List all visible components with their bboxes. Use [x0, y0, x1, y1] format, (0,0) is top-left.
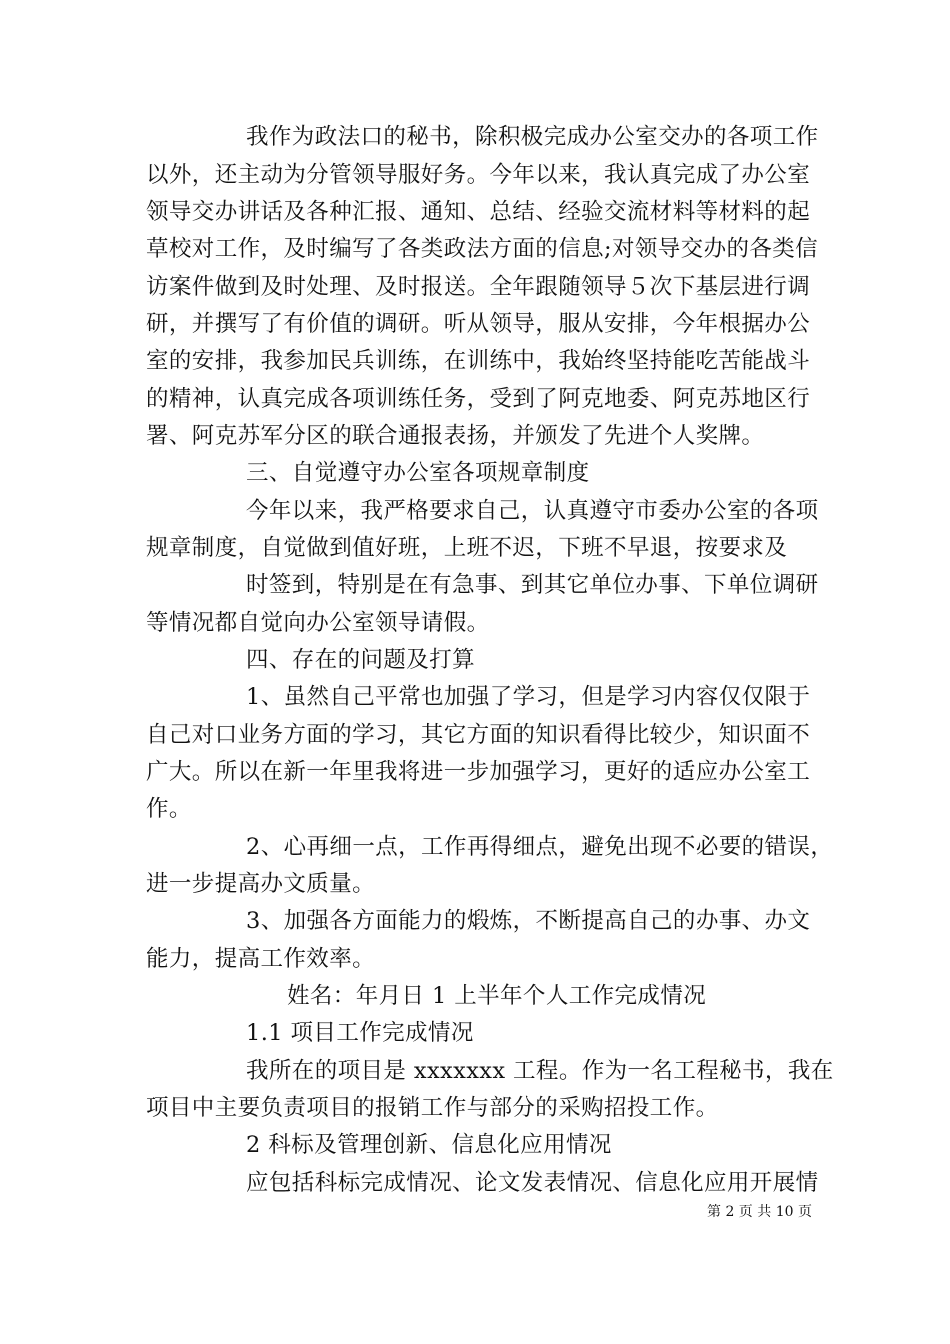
paragraph-line: 的精神，认真完成各项训练任务，受到了阿克地委、阿克苏地区行 — [146, 386, 811, 412]
paragraph-line: 今年以来，我严格要求自己，认真遵守市委办公室的各项 — [246, 498, 819, 524]
section-heading: 四、存在的问题及打算 — [246, 647, 476, 673]
paragraph-line: 项目中主要负责项目的报销工作与部分的采购招投工作。 — [146, 1095, 719, 1121]
paragraph-line: 广大。所以在新一年里我将进一步加强学习，更好的适应办公室工 — [146, 759, 811, 785]
paragraph-line: 草校对工作，及时编写了各类政法方面的信息;对领导交办的各类信 — [146, 236, 819, 262]
paragraph-line: 1、虽然自己平常也加强了学习，但是学习内容仅仅限于 — [246, 684, 811, 710]
paragraph-line: 等情况都自觉向办公室领导请假。 — [146, 610, 490, 636]
paragraph-line: 能力，提高工作效率。 — [146, 946, 376, 972]
paragraph-line: 我作为政法口的秘书，除积极完成办公室交办的各项工作 — [246, 124, 819, 150]
paragraph-line: 以外，还主动为分管领导服好务。今年以来，我认真完成了办公室 — [146, 162, 811, 188]
paragraph-line: 研，并撰写了有价值的调研。听从领导，服从安排，今年根据办公 — [146, 311, 811, 337]
paragraph-line: 署、阿克苏军分区的联合通报表扬，并颁发了先进个人奖牌。 — [146, 423, 765, 449]
subsection-heading: 2 科标及管理创新、信息化应用情况 — [246, 1132, 612, 1158]
paragraph-line: 访案件做到及时处理、及时报送。全年跟随领导５次下基层进行调 — [146, 274, 811, 300]
paragraph-line: 时签到，特别是在有急事、到其它单位办事、下单位调研 — [246, 572, 819, 598]
paragraph-line: 规章制度，自觉做到值好班，上班不迟，下班不早退，按要求及 — [146, 535, 788, 561]
section-heading: 三、自觉遵守办公室各项规章制度 — [246, 460, 590, 486]
paragraph-line: 进一步提高办文质量。 — [146, 871, 376, 897]
paragraph-line: 2、心再细一点，工作再得细点，避免出现不必要的错误， — [246, 834, 834, 860]
subsection-heading: 1.1 项目工作完成情况 — [246, 1020, 474, 1046]
paragraph-line: 自己对口业务方面的学习，其它方面的知识看得比较少，知识面不 — [146, 722, 811, 748]
paragraph-line: 3、加强各方面能力的煅炼，不断提高自己的办事、办文 — [246, 908, 811, 934]
paragraph-line: 作。 — [146, 796, 192, 822]
paragraph-line: 室的安排，我参加民兵训练，在训练中，我始终坚持能吃苦能战斗 — [146, 348, 811, 374]
page-number-footer: 第 2 页 共 10 页 — [707, 1204, 812, 1220]
paragraph-line: 领导交办讲话及各种汇报、通知、总结、经验交流材料等材料的起 — [146, 199, 811, 225]
section-heading: 姓名：年月日 1 上半年个人工作完成情况 — [287, 983, 707, 1009]
paragraph-line: 我所在的项目是 xxxxxxx 工程。作为一名工程秘书，我在 — [246, 1058, 834, 1084]
paragraph-line: 应包括科标完成情况、论文发表情况、信息化应用开展情 — [246, 1170, 819, 1196]
